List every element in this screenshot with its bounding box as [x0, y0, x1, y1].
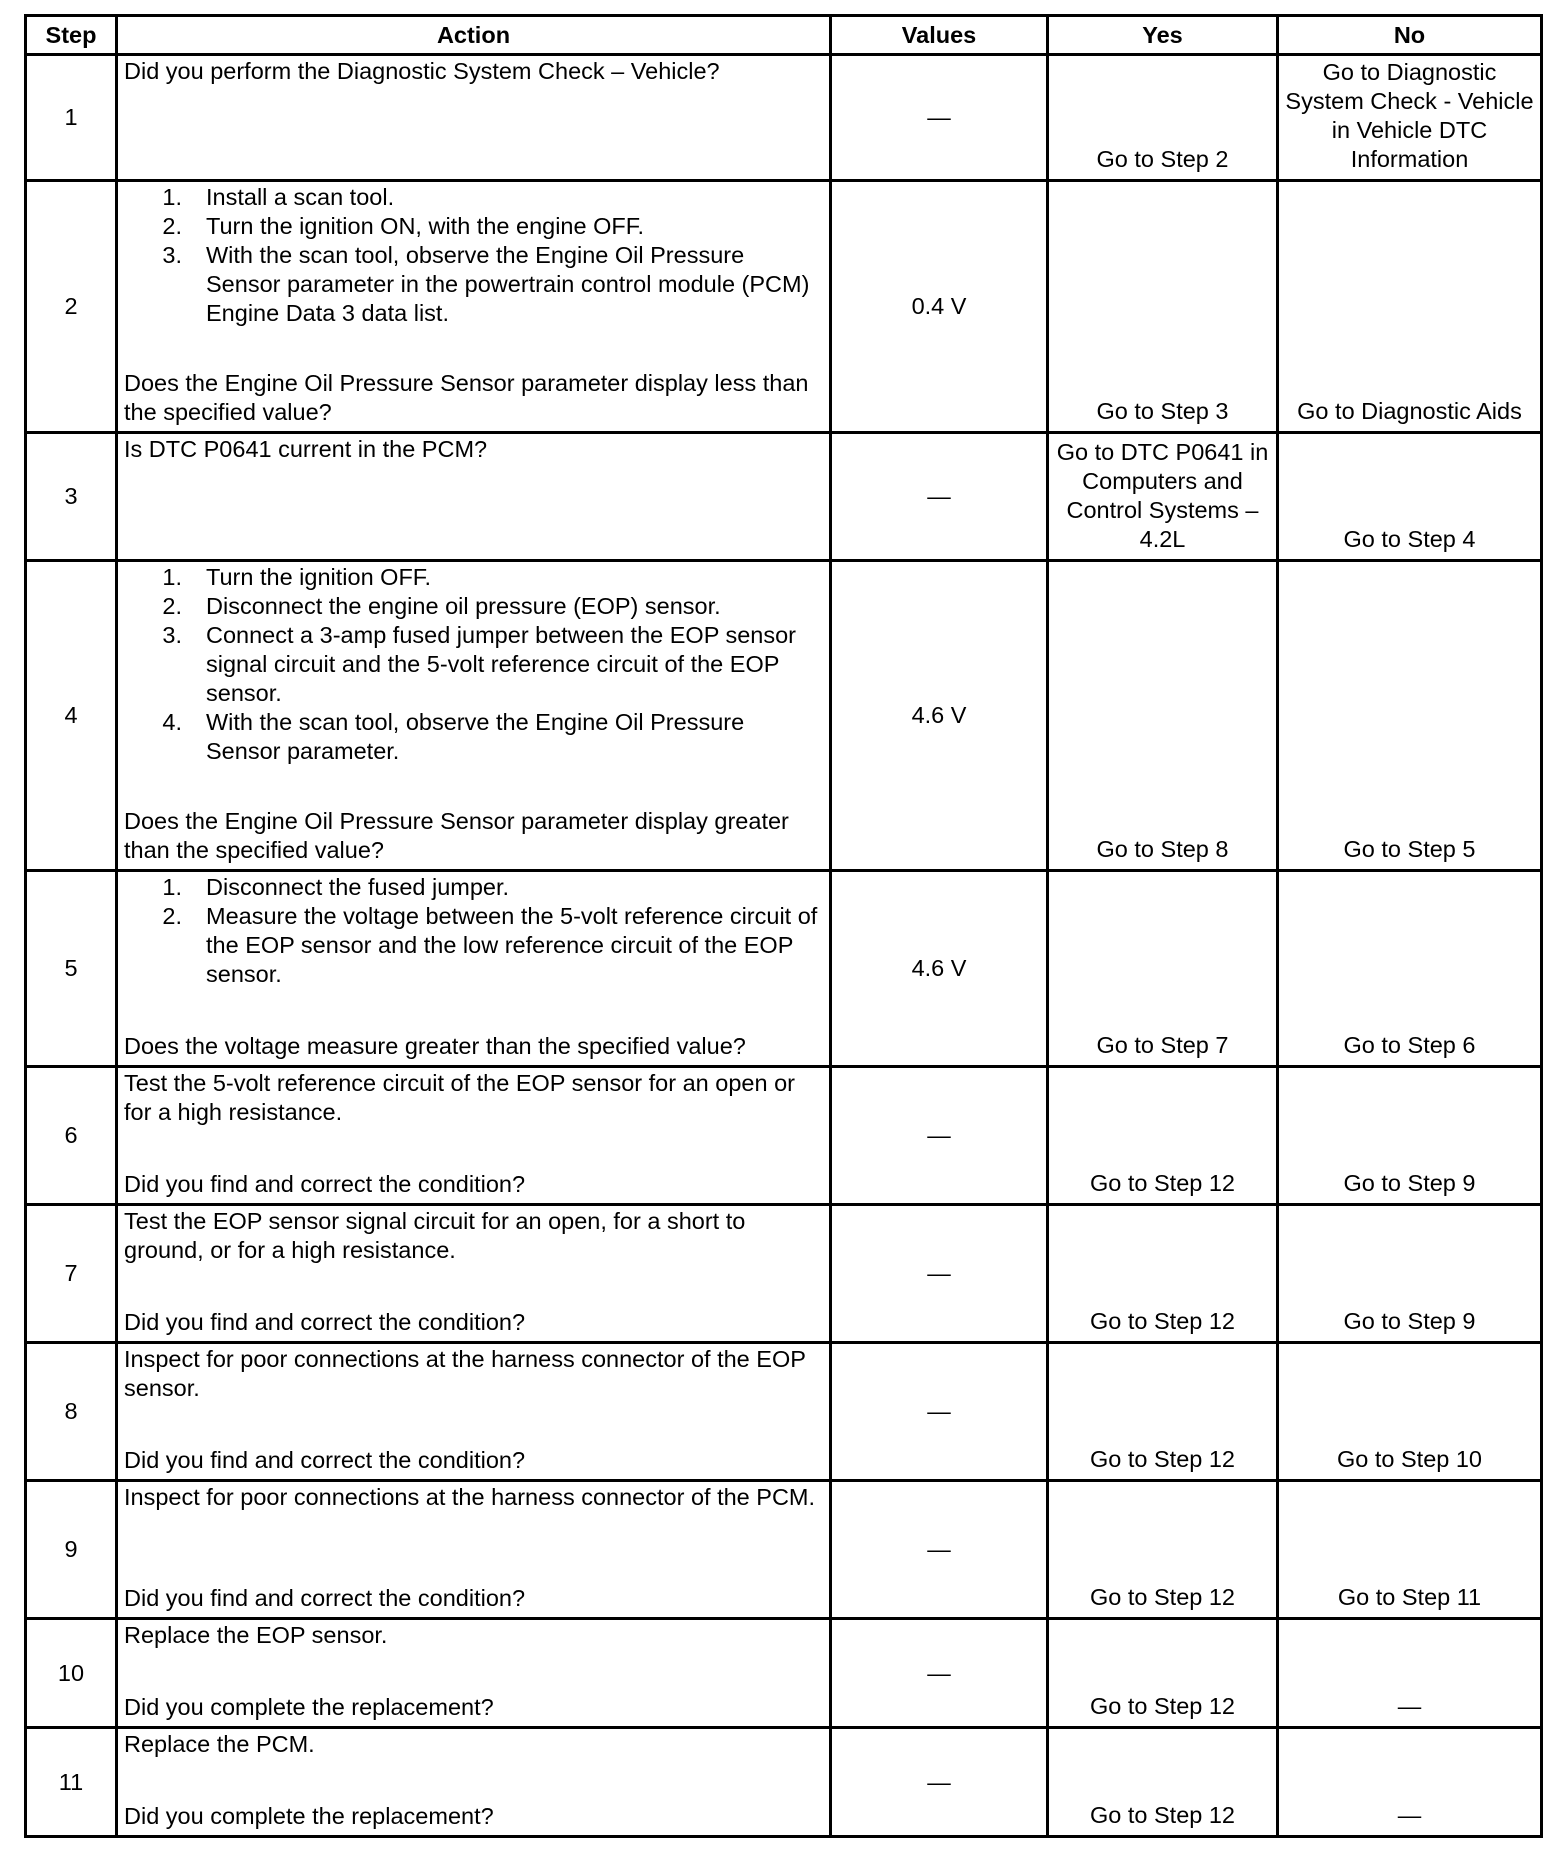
table-row	[26, 1205, 1542, 1343]
value-cell: —	[831, 1205, 1048, 1343]
value-cell: —	[831, 1728, 1048, 1837]
yes-cell	[1048, 1728, 1278, 1837]
yes-cell	[1048, 1619, 1278, 1728]
action-question: Did you find and correct the condition?	[124, 1309, 526, 1335]
action-instruction: Replace the PCM.	[124, 1731, 315, 1757]
no-outcome: Go to Step 4	[1343, 526, 1476, 552]
value-cell: 0.4 V	[831, 181, 1048, 433]
yes-outcome: Go to Step 2	[1096, 146, 1229, 172]
action-steps	[124, 183, 823, 328]
action-cell	[117, 1728, 831, 1837]
yes-outcome: Go to Step 12	[1089, 1170, 1236, 1196]
yes-outcome: Go to Step 7	[1096, 1032, 1229, 1058]
action-cell	[117, 871, 831, 1067]
table-row	[26, 55, 1542, 181]
header-no: No	[1278, 16, 1542, 55]
action-cell	[117, 1619, 831, 1728]
no-cell	[1278, 1343, 1542, 1481]
step-number: 4	[26, 561, 117, 871]
action-cell	[117, 181, 831, 433]
action-step-item: 3. With the scan tool, observe the Engine Oil Pressure Sensor parameter in the powertrain control module (PCM) Engine Data 3 data list.	[162, 242, 810, 326]
step-number: 7	[26, 1205, 117, 1343]
step-number: 5	[26, 871, 117, 1067]
action-instruction: Inspect for poor connections at the harness connector of the EOP sensor.	[124, 1346, 806, 1401]
action-instruction: Replace the EOP sensor.	[124, 1622, 388, 1648]
no-outcome: Go to Step 11	[1337, 1584, 1482, 1610]
table-row	[26, 1343, 1542, 1481]
yes-cell	[1048, 1205, 1278, 1343]
action-step-item: 1. Disconnect the fused jumper.	[162, 874, 510, 900]
action-cell	[117, 1343, 831, 1481]
no-cell	[1278, 871, 1542, 1067]
step-number: 9	[26, 1481, 117, 1619]
action-instruction: Test the EOP sensor signal circuit for an open, for a short to ground, or for a high resistance.	[124, 1208, 746, 1263]
yes-outcome: Go to Step 12	[1089, 1584, 1236, 1610]
no-outcome: Go to Step 9	[1343, 1170, 1476, 1196]
table-row	[26, 1728, 1542, 1837]
no-outcome: Go to Step 6	[1343, 1032, 1476, 1058]
header-row	[26, 16, 1542, 55]
no-outcome: Go to Step 9	[1343, 1308, 1476, 1334]
action-cell	[117, 1205, 831, 1343]
no-cell	[1278, 1728, 1542, 1837]
action-cell	[117, 433, 831, 561]
value-cell: —	[831, 1343, 1048, 1481]
action-question: Does the Engine Oil Pressure Sensor parameter display greater than the specified value?	[124, 808, 789, 863]
header-step: Step	[26, 16, 117, 55]
action-question: Did you find and correct the condition?	[124, 1171, 526, 1197]
action-instruction: Inspect for poor connections at the harness connector of the PCM.	[124, 1484, 816, 1510]
table-row	[26, 1619, 1542, 1728]
action-cell	[117, 1481, 831, 1619]
yes-cell	[1048, 1481, 1278, 1619]
table-row	[26, 561, 1542, 871]
action-step-item: 2. Turn the ignition ON, with the engine OFF.	[162, 213, 645, 239]
action-step-item: 3. Connect a 3-amp fused jumper between the EOP sensor signal circuit and the 5-volt reference circuit of the EOP sensor.	[162, 622, 797, 706]
no-cell	[1278, 181, 1542, 433]
no-outcome: Go to Step 10	[1336, 1446, 1483, 1472]
action-cell	[117, 1067, 831, 1205]
action-instruction: Test the 5-volt reference circuit of the EOP sensor for an open or for a high resistance.	[124, 1070, 795, 1125]
no-cell	[1278, 55, 1542, 181]
no-cell	[1278, 1481, 1542, 1619]
yes-cell	[1048, 1343, 1278, 1481]
step-number: 11	[26, 1728, 117, 1837]
table-row	[26, 433, 1542, 561]
value-cell: —	[831, 433, 1048, 561]
action-step-item: 2. Measure the voltage between the 5-volt reference circuit of the EOP sensor and the low reference circuit of the EOP sensor.	[162, 903, 818, 987]
no-cell	[1278, 1619, 1542, 1728]
no-cell	[1278, 433, 1542, 561]
value-cell: —	[831, 55, 1048, 181]
no-outcome: Go to Step 5	[1343, 836, 1476, 862]
action-cell	[117, 55, 831, 181]
table-row	[26, 871, 1542, 1067]
action-question: Did you find and correct the condition?	[124, 1447, 526, 1473]
step-number: 1	[26, 55, 117, 181]
yes-outcome: Go to Step 12	[1089, 1446, 1236, 1472]
yes-outcome: Go to Step 12	[1089, 1802, 1236, 1828]
action-question: Did you perform the Diagnostic System Check – Vehicle?	[124, 58, 720, 84]
table-row	[26, 1481, 1542, 1619]
yes-cell	[1048, 871, 1278, 1067]
action-steps	[124, 873, 823, 989]
action-step-item: 1. Turn the ignition OFF.	[162, 564, 432, 590]
no-outcome: Go to Diagnostic Aids	[1297, 398, 1522, 424]
no-cell	[1278, 561, 1542, 871]
no-outcome: —	[1397, 1802, 1422, 1828]
action-step-item: 4. With the scan tool, observe the Engine Oil Pressure Sensor parameter.	[162, 709, 745, 764]
yes-outcome: Go to Step 12	[1089, 1308, 1236, 1334]
diagnostic-table	[24, 14, 1543, 1838]
step-number: 3	[26, 433, 117, 561]
no-outcome: —	[1397, 1693, 1422, 1719]
yes-outcome: Go to Step 8	[1096, 836, 1229, 862]
yes-cell	[1048, 561, 1278, 871]
table-row	[26, 1067, 1542, 1205]
yes-cell	[1048, 433, 1278, 561]
header-action: Action	[117, 16, 831, 55]
yes-cell	[1048, 55, 1278, 181]
header-values: Values	[831, 16, 1048, 55]
action-step-item: 2. Disconnect the engine oil pressure (EOP) sensor.	[162, 593, 721, 619]
no-cell	[1278, 1205, 1542, 1343]
value-cell: 4.6 V	[831, 561, 1048, 871]
value-cell: —	[831, 1619, 1048, 1728]
action-question: Did you complete the replacement?	[124, 1694, 494, 1720]
step-number: 10	[26, 1619, 117, 1728]
action-question: Did you find and correct the condition?	[124, 1585, 526, 1611]
step-number: 8	[26, 1343, 117, 1481]
value-cell: —	[831, 1067, 1048, 1205]
action-step-item: 1. Install a scan tool.	[162, 184, 395, 210]
yes-outcome: Go to Step 3	[1096, 398, 1229, 424]
action-question: Is DTC P0641 current in the PCM?	[124, 436, 488, 462]
action-question: Did you complete the replacement?	[124, 1803, 494, 1829]
no-cell	[1278, 1067, 1542, 1205]
yes-outcome: Go to DTC P0641 in Computers and Control Systems – 4.2L	[1056, 439, 1269, 552]
action-cell	[117, 561, 831, 871]
step-number: 2	[26, 181, 117, 433]
yes-cell	[1048, 181, 1278, 433]
action-steps	[124, 563, 823, 766]
yes-cell	[1048, 1067, 1278, 1205]
yes-outcome: Go to Step 12	[1089, 1693, 1236, 1719]
value-cell: 4.6 V	[831, 871, 1048, 1067]
header-yes: Yes	[1048, 16, 1278, 55]
no-outcome: Go to Diagnostic System Check - Vehicle in Vehicle DTC Information	[1285, 59, 1534, 172]
step-number: 6	[26, 1067, 117, 1205]
action-question: Does the voltage measure greater than the specified value?	[124, 1033, 746, 1059]
action-question: Does the Engine Oil Pressure Sensor parameter display less than the specified value?	[124, 370, 809, 425]
table-row	[26, 181, 1542, 433]
value-cell: —	[831, 1481, 1048, 1619]
